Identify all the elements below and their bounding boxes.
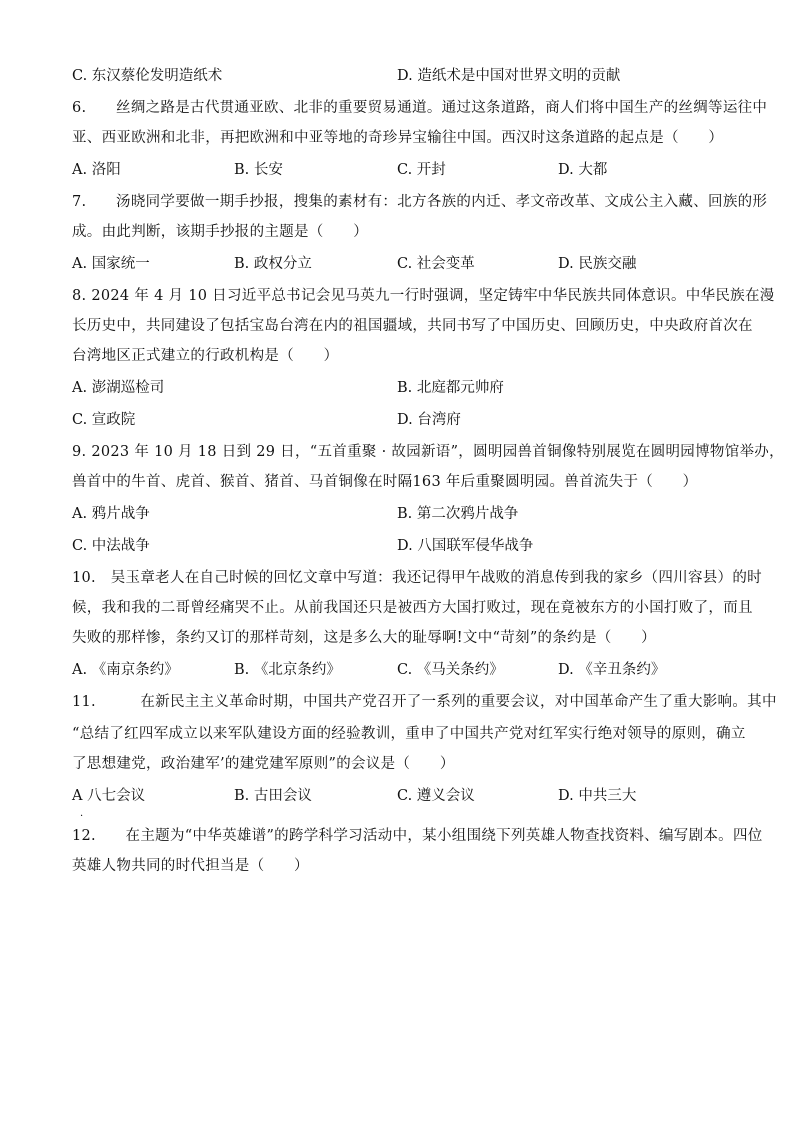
q11-option-c: C. 遵义会议	[397, 788, 475, 804]
q5-option-d: D. 造纸术是中国对世界文明的贡献	[397, 68, 621, 84]
q7-option-a: A. 国家统一	[72, 256, 150, 272]
q10-option-b: B. 《北京条约》	[234, 662, 341, 678]
q7-stem-line-1: 7. 汤晓同学要做一期手抄报，搜集的素材有：北方各族的内迁、孝文帝改革、文成公主入藏、回族的形	[72, 194, 768, 210]
q10-option-c: C. 《马关条约》	[397, 662, 504, 678]
q7-option-c: C. 社会变革	[397, 256, 475, 272]
q7-option-d: D. 民族交融	[558, 256, 637, 272]
q6-stem-line-2: 亚、西亚欧洲和北非，再把欧洲和中亚等地的奇珍异宝输往中国。西汉时这条道路的起点是（ ）	[72, 130, 724, 146]
q11-option-b: B. 古田会议	[234, 788, 312, 804]
stray-dot-mark: ·	[80, 811, 84, 822]
q8-stem-line-2: 长历史中，共同建设了包括宝岛台湾在内的祖国疆域，共同书写了中国历史、回顾历史，中央政府首次在	[72, 318, 753, 334]
q10-stem-line-2: 候，我和我的二哥曾经痛哭不止。从前我国还只是被西方大国打败过，现在竟被东方的小国打败了，而且	[72, 600, 753, 616]
q11-stem-line-3: 了思想建党，政治建军’的建党建军原则”的会议是（ ）	[72, 756, 455, 772]
q11-option-d: D. 中共三大	[558, 788, 637, 804]
q11-stem-line-2: “总结了红四军成立以来军队建设方面的经验教训，重申了中国共产党对红军实行绝对领导的原则，确立	[72, 726, 746, 742]
q6-option-a: A. 洛阳	[72, 162, 121, 178]
q11-stem-line-1: 11. 在新民主主义革命时期，中国共产党召开了一系列的重要会议，对中国革命产生了重大影响。其中	[72, 694, 777, 710]
q8-stem-line-3: 台湾地区正式建立的行政机构是（ ）	[72, 348, 339, 364]
q10-option-a: A. 《南京条约》	[72, 662, 179, 678]
q6-stem-line-1: 6. 丝绸之路是古代贯通亚欧、北非的重要贸易通道。通过这条道路，商人们将中国生产的丝绸等运往中	[72, 100, 768, 116]
q10-option-d: D. 《辛丑条约》	[558, 662, 666, 678]
q9-stem-line-2: 兽首中的牛首、虎首、猴首、猪首、马首铜像在时隔163 年后重聚圆明园。兽首流失于（ ）	[72, 474, 698, 490]
q7-stem-line-2: 成。由此判断，该期手抄报的主题是（ ）	[72, 224, 368, 240]
q11-option-a: A 八七会议	[72, 788, 146, 804]
q8-option-b: B. 北庭都元帅府	[397, 380, 504, 396]
q8-option-c: C. 宣政院	[72, 412, 136, 428]
q6-option-b: B. 长安	[234, 162, 283, 178]
q6-option-d: D. 大都	[558, 162, 608, 178]
q9-stem-line-1: 9. 2023 年 10 月 18 日到 29 日，“五首重聚 · 故园新语”，圆明园兽首铜像特别展览在圆明园博物馆举办，	[72, 444, 784, 460]
q9-option-c: C. 中法战争	[72, 538, 150, 554]
q10-stem-line-1: 10. 吴玉章老人在自己时候的回忆文章中写道：我还记得甲午战败的消息传到我的家乡（四川容县）的时	[72, 570, 762, 586]
q5-option-c: C. 东汉蔡伦发明造纸术	[72, 68, 223, 84]
q9-option-d: D. 八国联军侵华战争	[397, 538, 534, 554]
q6-option-c: C. 开封	[397, 162, 446, 178]
q10-stem-line-3: 失败的那样惨，条约又订的那样苛刻，这是多么大的耻辱啊!文中“苛刻”的条约是（ ）	[72, 630, 656, 646]
q12-stem-line-1: 12. 在主题为“中华英雄谱”的跨学科学习活动中，某小组围绕下列英雄人物查找资料、编写剧本。四位	[72, 828, 763, 844]
q8-stem-line-1: 8. 2024 年 4 月 10 日习近平总书记会见马英九一行时强调，坚定铸牢中华民族共同体意识。中华民族在漫	[72, 288, 775, 304]
q7-option-b: B. 政权分立	[234, 256, 312, 272]
q8-option-d: D. 台湾府	[397, 412, 461, 428]
q8-option-a: A. 澎湖巡检司	[72, 380, 165, 396]
q12-stem-line-2: 英雄人物共同的时代担当是（ ）	[72, 858, 309, 874]
q9-option-b: B. 第二次鸦片战争	[397, 506, 519, 522]
q9-option-a: A. 鸦片战争	[72, 506, 150, 522]
